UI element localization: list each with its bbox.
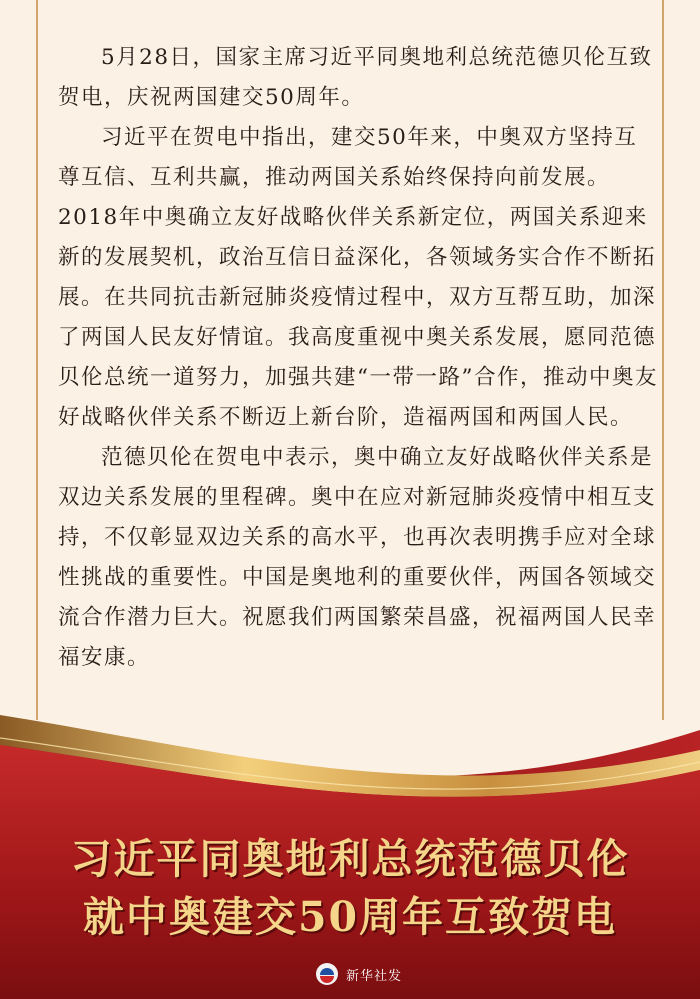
paragraph-2: 习近平在贺电中指出，建交50年来，中奥双方坚持互尊互信、互利共赢，推动两国关系始终保持向前发展。2018年中奥确立友好战略伙伴关系新定位，两国关系迎来新的发展契机，政治互信日益深化，各领域务实合作不断拓展。在共同抗击新冠肺炎疫情过程中，双方互帮互助，加深了两国人民友好情谊。我高度重视中奥关系发展，愿同范德贝伦总统一道努力，加强共建“一带一路”合作，推动中奥友好战略伙伴关系不断迈上新台阶，造福两国和两国人民。 [58, 125, 658, 430]
headline-line-1: 习近平同奥地利总统范德贝伦 [70, 835, 630, 883]
left-border-line [36, 0, 38, 720]
right-border-line [662, 0, 664, 720]
paragraph-1: 5月28日，国家主席习近平同奥地利总统范德贝伦互致贺电，庆祝两国建交50周年。 [58, 45, 653, 110]
headline-line-2: 就中奥建交50周年互致贺电 [82, 893, 618, 941]
agency-name: 新华社发 [346, 968, 403, 984]
agency-credit [316, 962, 402, 986]
article-body [58, 38, 658, 678]
xinhua-logo-icon [316, 963, 338, 985]
paragraph-3: 范德贝伦在贺电中表示，奥中确立友好战略伙伴关系是双边关系发展的里程碑。奥中在应对新冠肺炎疫情中相互支持，不仅彰显双边关系的高水平，也再次表明携手应对全球性挑战的重要性。中国是奥地利的重要伙伴，两国各领域交流合作潜力巨大。祝愿我们两国繁荣昌盛，祝福两国人民幸福安康。 [58, 445, 657, 670]
